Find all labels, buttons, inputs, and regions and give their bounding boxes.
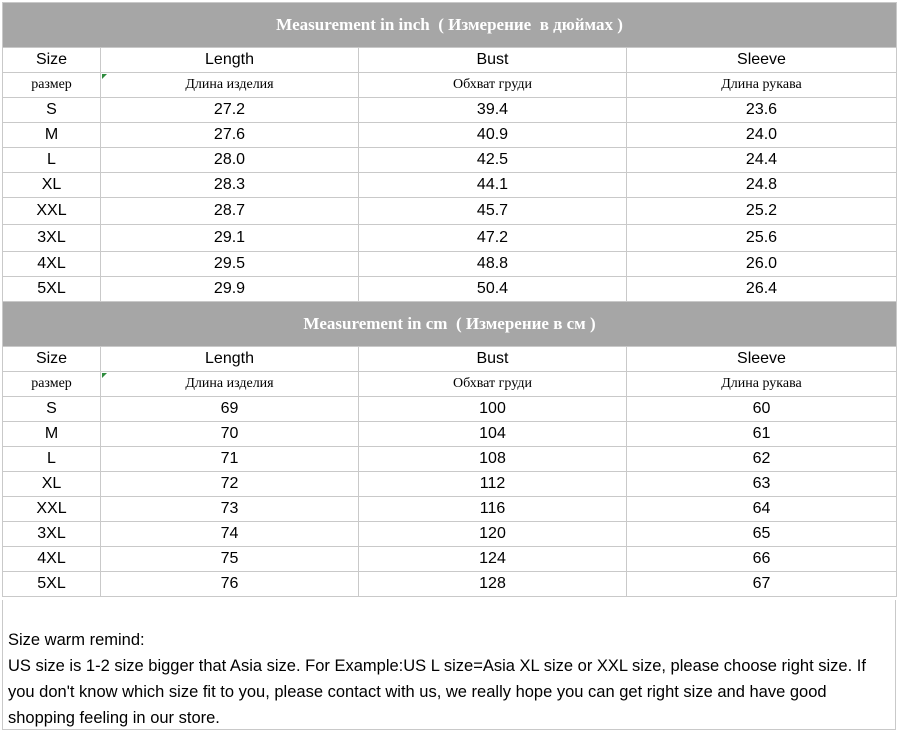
table-row <box>3 225 897 252</box>
column-header: Bust <box>359 347 627 372</box>
table-row <box>3 198 897 225</box>
table-cell: XL <box>3 173 101 198</box>
column-subheader <box>3 372 101 397</box>
column-header: Sleeve <box>627 347 897 372</box>
table-row <box>3 497 897 522</box>
column-subheader <box>359 372 627 397</box>
table-cell: 28.7 <box>101 198 359 225</box>
table-cell: XXL <box>3 198 101 225</box>
column-subheader <box>3 73 101 98</box>
column-subheader-label: размер <box>31 77 72 92</box>
table-cell: 4XL <box>3 547 101 572</box>
table-cell: 25.2 <box>627 198 897 225</box>
table-cell: 108 <box>359 447 627 472</box>
column-header: Sleeve <box>627 48 897 73</box>
table-row <box>3 547 897 572</box>
table-row <box>3 397 897 422</box>
cm-header-row <box>3 347 897 372</box>
cell-comment-marker-icon <box>102 74 107 79</box>
column-subheader <box>359 73 627 98</box>
table-cell: 5XL <box>3 572 101 597</box>
table-row <box>3 98 897 123</box>
column-subheader-label: Обхват груди <box>453 77 532 92</box>
table-cell: 4XL <box>3 252 101 277</box>
table-cell: 45.7 <box>359 198 627 225</box>
table-cell: 61 <box>627 422 897 447</box>
table-cell: 72 <box>101 472 359 497</box>
table-cell: 70 <box>101 422 359 447</box>
table-row <box>3 123 897 148</box>
table-cell: 73 <box>101 497 359 522</box>
table-cell: 27.2 <box>101 98 359 123</box>
column-subheader <box>101 73 359 98</box>
column-subheader-label: Длина рукава <box>721 77 802 92</box>
inch-subheader-row <box>3 73 897 98</box>
table-cell: 47.2 <box>359 225 627 252</box>
size-table <box>2 2 897 597</box>
table-cell: 128 <box>359 572 627 597</box>
table-cell: 25.6 <box>627 225 897 252</box>
note-heading: Size warm remind: <box>8 631 145 649</box>
table-cell: 24.4 <box>627 148 897 173</box>
table-cell: 50.4 <box>359 277 627 302</box>
size-remind-note <box>2 600 896 730</box>
table-cell: 104 <box>359 422 627 447</box>
table-cell: 40.9 <box>359 123 627 148</box>
table-row <box>3 173 897 198</box>
table-row <box>3 252 897 277</box>
table-cell: 29.1 <box>101 225 359 252</box>
table-cell: 3XL <box>3 225 101 252</box>
column-subheader-label: Длина изделия <box>185 77 274 92</box>
table-cell: M <box>3 422 101 447</box>
column-subheader-label: размер <box>31 376 72 391</box>
table-cell: 39.4 <box>359 98 627 123</box>
table-cell: 74 <box>101 522 359 547</box>
table-row <box>3 447 897 472</box>
table-row <box>3 148 897 173</box>
table-cell: 26.0 <box>627 252 897 277</box>
column-subheader <box>101 372 359 397</box>
column-header: Length <box>101 347 359 372</box>
table-cell: 66 <box>627 547 897 572</box>
table-row <box>3 572 897 597</box>
table-cell: S <box>3 98 101 123</box>
table-cell: 124 <box>359 547 627 572</box>
table-cell: L <box>3 447 101 472</box>
table-cell: 29.9 <box>101 277 359 302</box>
table-cell: 60 <box>627 397 897 422</box>
table-cell: 116 <box>359 497 627 522</box>
table-cell: 48.8 <box>359 252 627 277</box>
size-chart <box>2 2 896 597</box>
table-cell: 5XL <box>3 277 101 302</box>
table-cell: 120 <box>359 522 627 547</box>
table-cell: 28.3 <box>101 173 359 198</box>
inch-table-title: Measurement in inch ( Измерение в дюймах ) <box>3 3 897 48</box>
table-cell: 26.4 <box>627 277 897 302</box>
inch-header-row <box>3 48 897 73</box>
table-cell: 24.0 <box>627 123 897 148</box>
column-header: Length <box>101 48 359 73</box>
table-cell: XXL <box>3 497 101 522</box>
column-subheader-label: Длина рукава <box>721 376 802 391</box>
column-subheader-label: Обхват груди <box>453 376 532 391</box>
table-cell: 64 <box>627 497 897 522</box>
table-cell: 112 <box>359 472 627 497</box>
column-header: Bust <box>359 48 627 73</box>
cm-subheader-row <box>3 372 897 397</box>
table-cell: 71 <box>101 447 359 472</box>
table-cell: L <box>3 148 101 173</box>
table-cell: 100 <box>359 397 627 422</box>
table-row <box>3 277 897 302</box>
column-subheader <box>627 73 897 98</box>
table-row <box>3 472 897 497</box>
table-cell: 3XL <box>3 522 101 547</box>
inch-title-row <box>3 3 897 48</box>
table-cell: S <box>3 397 101 422</box>
table-cell: 65 <box>627 522 897 547</box>
table-cell: 76 <box>101 572 359 597</box>
table-cell: 44.1 <box>359 173 627 198</box>
table-cell: 42.5 <box>359 148 627 173</box>
table-cell: 62 <box>627 447 897 472</box>
table-cell: 23.6 <box>627 98 897 123</box>
cell-comment-marker-icon <box>102 373 107 378</box>
table-cell: XL <box>3 472 101 497</box>
table-cell: 67 <box>627 572 897 597</box>
cm-table-title: Measurement in cm ( Измерение в см ) <box>3 302 897 347</box>
note-body: US size is 1-2 size bigger that Asia size. For Example:US L size=Asia XL size or XXL size, please choose right size. If you don't know which size fit to you, please contact with us, we really hope you can get right size and have good shopping feeling in our store. <box>8 657 866 727</box>
table-cell: 27.6 <box>101 123 359 148</box>
table-cell: 63 <box>627 472 897 497</box>
table-cell: 75 <box>101 547 359 572</box>
table-cell: 28.0 <box>101 148 359 173</box>
column-subheader <box>627 372 897 397</box>
table-cell: M <box>3 123 101 148</box>
column-subheader-label: Длина изделия <box>185 376 274 391</box>
table-row <box>3 522 897 547</box>
column-header: Size <box>3 48 101 73</box>
table-cell: 29.5 <box>101 252 359 277</box>
table-cell: 24.8 <box>627 173 897 198</box>
cm-title-row <box>3 302 897 347</box>
column-header: Size <box>3 347 101 372</box>
table-row <box>3 422 897 447</box>
table-cell: 69 <box>101 397 359 422</box>
